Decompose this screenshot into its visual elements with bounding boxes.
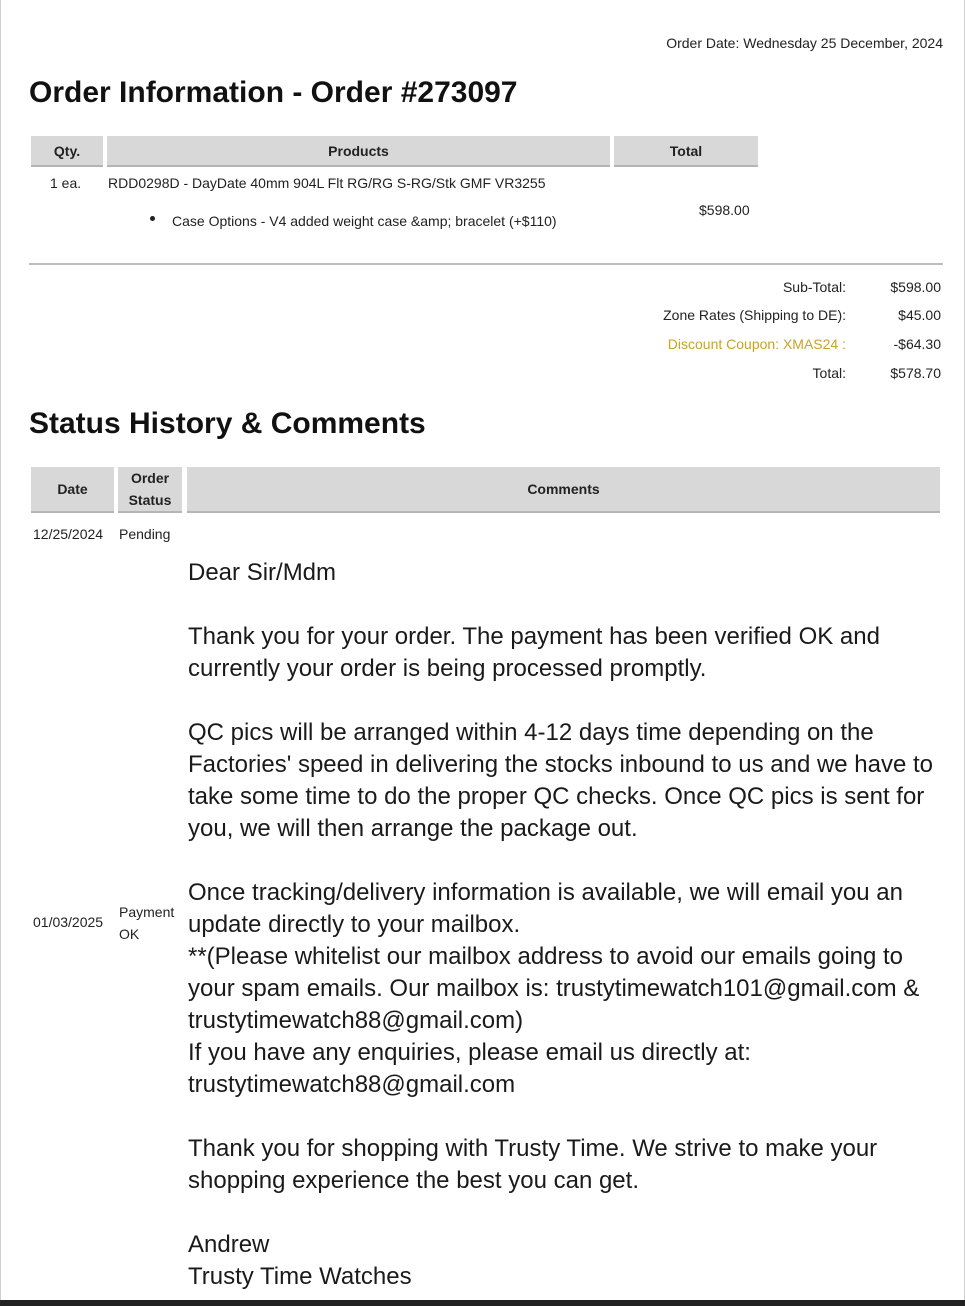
- discount-value: -$64.30: [893, 336, 941, 352]
- comment-para-3-line-3: If you have any enquiries, please email us directly at: trustytimewatch88@gmail.com: [188, 1039, 751, 1098]
- status-heading: Status History & Comments: [29, 407, 426, 440]
- shipping-label: Zone Rates (Shipping to DE):: [663, 307, 846, 323]
- comment-greeting: Dear Sir/Mdm: [188, 559, 337, 586]
- product-total: $598.00: [699, 202, 750, 218]
- product-option: Case Options - V4 added weight case &amp; bracelet (+$110): [172, 213, 557, 229]
- products-header: Products: [107, 136, 610, 167]
- order-status-header: [118, 467, 182, 513]
- order-status-header-line1: Order: [130, 470, 170, 486]
- comment-para-3-line-2: **(Please whitelist our mailbox address to avoid our emails going to your spam emails. Our mailbox is: trustytimewatch101@gmail.com & trustytimewatch88@gmail.com): [188, 943, 920, 1034]
- comments-header: Comments: [187, 467, 940, 513]
- total-label: Total:: [812, 365, 846, 381]
- comment-para-2: QC pics will be arranged within 4-12 days time depending on the Factories' speed in delivering the stocks inbound to us and we have to take some time to do the proper QC checks. Once QC pics is sent for you, we will then arrange the package out.: [188, 719, 934, 842]
- product-qty: 1 ea.: [50, 175, 82, 191]
- status-row-2-status-line1: Payment: [119, 904, 175, 920]
- divider: [29, 263, 943, 265]
- status-row-1-date: 12/25/2024: [33, 526, 104, 542]
- status-row-1-status: Pending: [119, 526, 171, 542]
- comment-body: [188, 557, 948, 1293]
- order-date: Order Date: Wednesday 25 December, 2024: [666, 35, 943, 51]
- comment-para-1: Thank you for your order. The payment has been verified OK and currently your order is being processed promptly.: [188, 623, 880, 682]
- bottom-edge: [0, 1300, 965, 1306]
- qty-header: Qty.: [31, 136, 103, 167]
- total-header: Total: [614, 136, 758, 167]
- status-row-2-status-line2: OK: [119, 926, 140, 942]
- order-heading: Order Information - Order #273097: [29, 76, 518, 109]
- product-name: RDD0298D - DayDate 40mm 904L Flt RG/RG S-RG/Stk GMF VR3255: [108, 175, 546, 191]
- subtotal-label: Sub-Total:: [782, 279, 846, 295]
- discount-label: Discount Coupon: XMAS24 :: [667, 336, 846, 352]
- status-row-2-date: 01/03/2025: [33, 914, 104, 930]
- date-header: Date: [31, 467, 114, 513]
- comment-signoff-company: Trusty Time Watches: [188, 1263, 412, 1290]
- shipping-value: $45.00: [898, 307, 941, 323]
- total-value: $578.70: [890, 365, 941, 381]
- subtotal-value: $598.00: [890, 279, 941, 295]
- comment-para-4: Thank you for shopping with Trusty Time. We strive to make your shopping experience the best you can get.: [188, 1135, 878, 1194]
- comment-signoff-name: Andrew: [188, 1231, 270, 1258]
- bullet-icon: [150, 216, 155, 221]
- order-status-header-line2: Status: [128, 492, 172, 508]
- comment-para-3-line-1: Once tracking/delivery information is available, we will email you an update directly to your mailbox.: [188, 879, 903, 938]
